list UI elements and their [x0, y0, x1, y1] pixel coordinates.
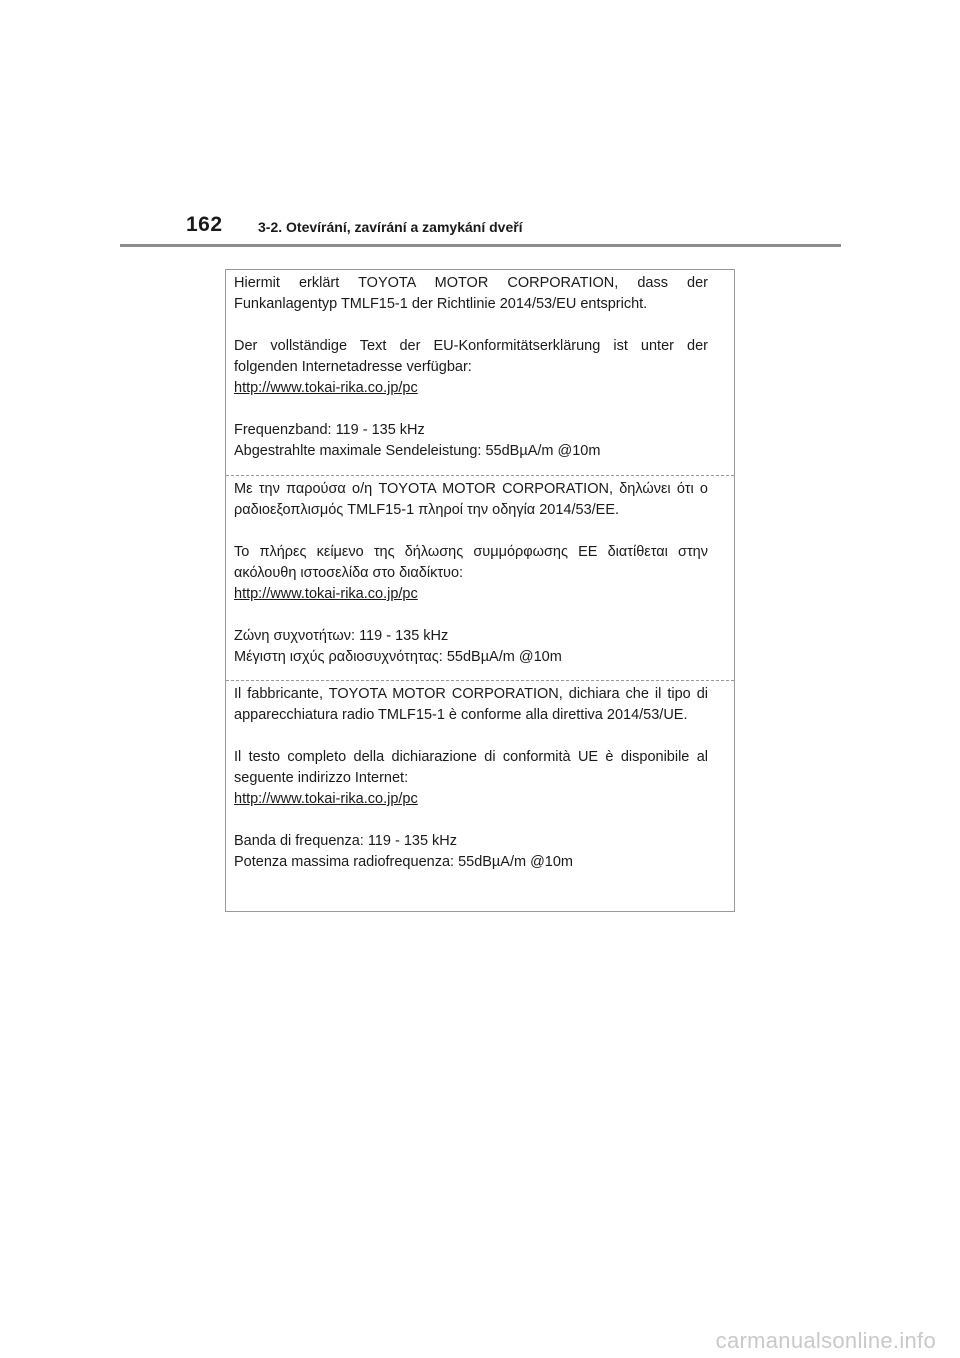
- frequency-band: Frequenzband: 119 - 135 kHz: [234, 422, 425, 438]
- declaration-statement: Il fabbricante, TOYOTA MOTOR CORPORATION, dichiara che il tipo di apparecchiatura radio TMLF15-1 è conforme alla direttiva 2014/53/UE.: [234, 686, 708, 723]
- page-number: 162: [186, 213, 223, 236]
- declaration-availability: Το πλήρες κείμενο της δήλωσης συμμόρφωσης ΕΕ διατίθεται στην ακόλουθη ιστοσελίδα στο διαδίκτυο:: [234, 544, 708, 581]
- max-power: Potenza massima radiofrequenza: 55dBµA/m @10m: [234, 854, 574, 870]
- declaration-block-italian: [226, 680, 734, 911]
- declaration-block-greek: [226, 475, 734, 680]
- declaration-statement: Hiermit erklärt TOYOTA MOTOR CORPORATION, dass der Funkanlagentyp TMLF15-1 der Richtlinie 2014/53/EU entspricht.: [234, 275, 708, 312]
- frequency-band: Banda di frequenza: 119 - 135 kHz: [234, 833, 458, 849]
- site-watermark: carmanualsonline.info: [715, 1328, 936, 1353]
- declaration-url-link[interactable]: http://www.tokai-rika.co.jp/pc: [234, 380, 418, 396]
- declaration-url-link[interactable]: http://www.tokai-rika.co.jp/pc: [234, 586, 418, 602]
- frequency-band: Ζώνη συχνοτήτων: 119 - 135 kHz: [234, 628, 449, 644]
- declaration-availability: Il testo completo della dichiarazione di conformità UE è disponibile al seguente indirizzo Internet:: [234, 749, 708, 786]
- declaration-statement: Με την παρούσα ο/η TOYOTA MOTOR CORPORATION, δηλώνει ότι ο ραδιοεξοπλισμός TMLF15-1 πληροί την οδηγία 2014/53/ΕΕ.: [234, 481, 708, 518]
- page-header: [0, 0, 960, 260]
- declaration-box: [225, 269, 735, 912]
- max-power: Μέγιστη ισχύς ραδιοσυχνότητας: 55dBµA/m @10m: [234, 649, 562, 665]
- max-power: Abgestrahlte maximale Sendeleistung: 55dBµA/m @10m: [234, 443, 601, 459]
- section-title: 3-2. Otevírání, zavírání a zamykání dveří: [258, 219, 523, 235]
- declaration-url-link[interactable]: http://www.tokai-rika.co.jp/pc: [234, 791, 418, 807]
- declaration-availability: Der vollständige Text der EU-Konformitätserklärung ist unter der folgenden Internetadresse verfügbar:: [234, 338, 708, 375]
- header-divider: [120, 244, 841, 247]
- declaration-block-german: [226, 270, 734, 475]
